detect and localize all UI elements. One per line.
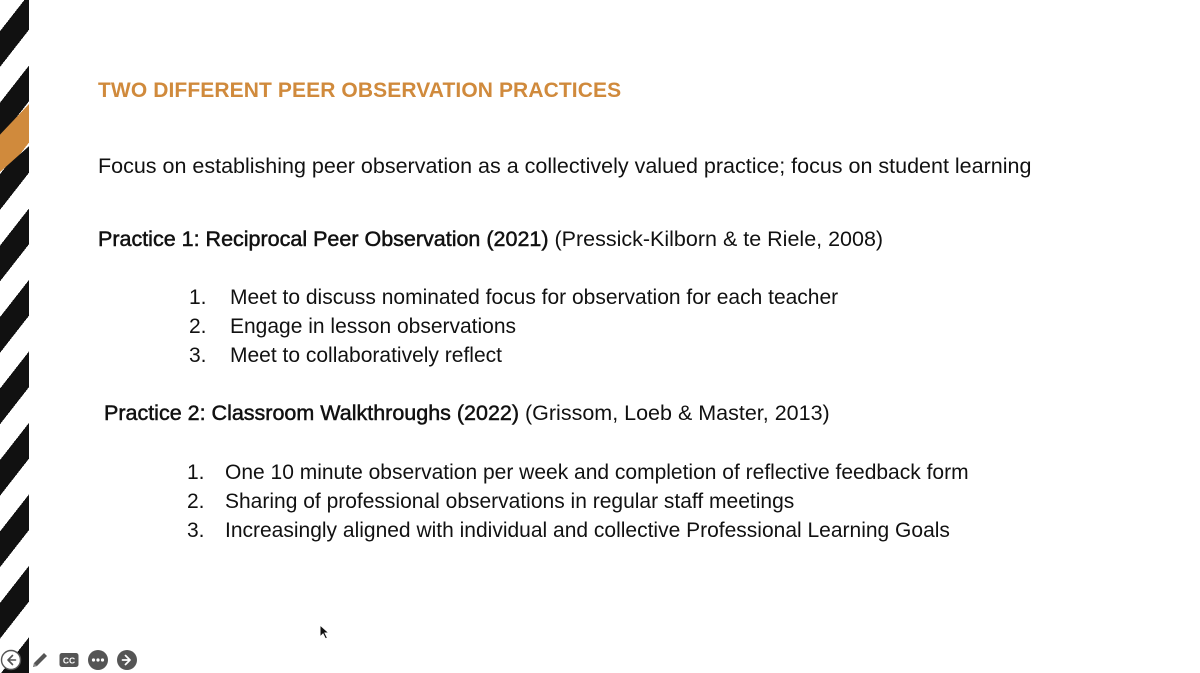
list-item-text: Meet to discuss nominated focus for observation for each teacher [230,286,839,309]
closed-captions-icon [58,649,80,671]
list-item [189,341,838,370]
list-item-number: 2. [187,490,205,513]
list-item-number: 3. [187,519,205,542]
next-icon [116,649,138,671]
practice-1-steps [189,283,838,370]
practice-2-title: Practice 2: Classroom Walkthroughs (2022) [104,401,520,425]
list-item [187,458,969,487]
closed-captions-button[interactable] [58,649,80,671]
next-slide-button[interactable] [116,649,138,671]
list-item [189,283,838,312]
focus-statement: Focus on establishing peer observation as a collectively valued practice; focus on student learning [98,154,1032,178]
pen-icon [29,649,51,671]
list-item [187,516,969,545]
list-item-text: One 10 minute observation per week and completion of reflective feedback form [225,461,969,484]
practice-1-citation: (Pressick-Kilborn & te Riele, 2008) [548,227,884,251]
list-item-text: Sharing of professional observations in regular staff meetings [225,490,795,513]
cc-label: CC [62,655,76,666]
slide-title: TWO DIFFERENT PEER OBSERVATION PRACTICES [98,79,622,102]
practice-2-steps [187,458,969,545]
previous-slide-button[interactable] [0,649,22,671]
practice-2-citation: (Grissom, Loeb & Master, 2013) [519,401,830,425]
list-item [189,312,838,341]
list-item-text: Engage in lesson observations [230,315,517,338]
list-item [187,487,969,516]
more-options-icon [87,649,109,671]
list-item-number: 3. [189,344,207,367]
pen-tool-button[interactable] [29,649,51,671]
list-item-number: 1. [189,286,207,309]
decorative-stripe-band [0,0,29,673]
practice-2-heading [104,401,830,426]
list-item-text: Increasingly aligned with individual and collective Professional Learning Goals [225,519,950,542]
previous-icon [0,649,22,671]
list-item-number: 1. [187,461,205,484]
mouse-pointer-icon [319,624,331,640]
list-item-text: Meet to collaboratively reflect [230,344,502,367]
more-options-button[interactable] [87,649,109,671]
practice-1-heading [98,227,883,252]
list-item-number: 2. [189,315,207,338]
slideshow-controls [0,648,145,672]
practice-1-title: Practice 1: Reciprocal Peer Observation (2021) [98,227,549,251]
